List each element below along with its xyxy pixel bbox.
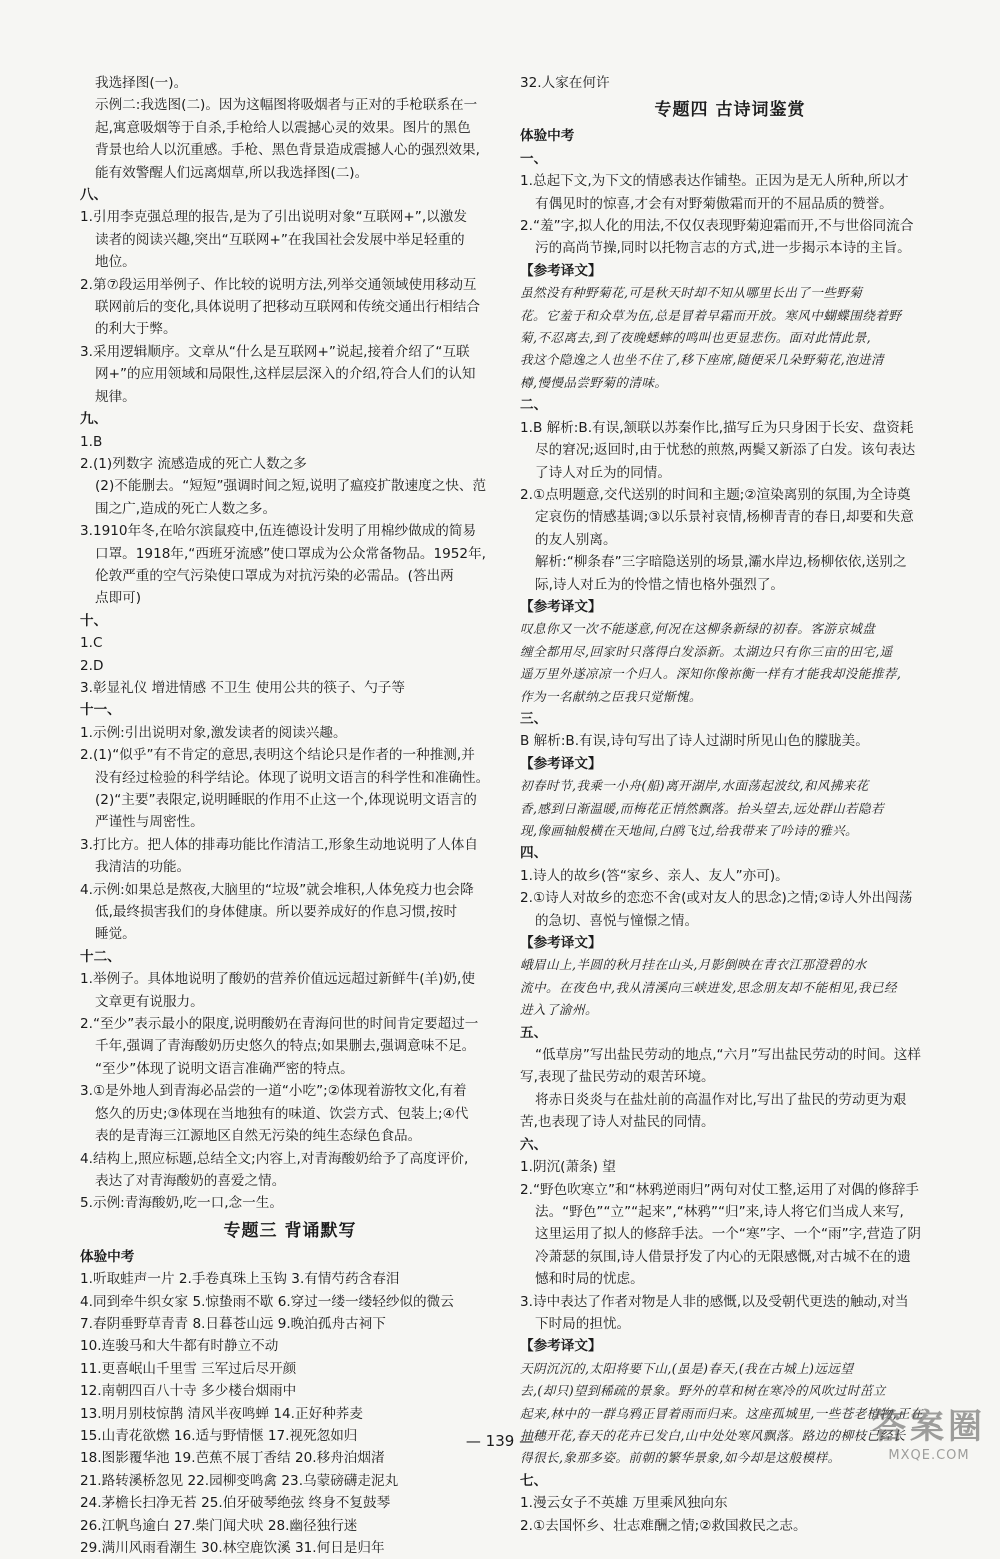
watermark-sub: MXQE.COM [888,1448,970,1463]
answer-line: 有偶见时的惊喜,才会有对野菊傲霜而开的不屈品质的赞誉。 [535,195,893,212]
answer-line: 下时局的担忧。 [535,1315,631,1332]
answer-line: 污的高尚节操,同时以托物言志的方式,进一步揭示本诗的主旨。 [535,240,911,257]
translation-line: 去,(却只)望到稀疏的景象。野外的草和树在寒冷的风吹过时茁立 [520,1383,886,1399]
section-label: 【参考译文】 [520,755,602,772]
answer-line: 1.漫云女子不英雄 万里乘风独向东 [520,1495,728,1512]
section-label: 【参考译文】 [520,1338,602,1355]
answer-line: 法。“野色”“立”“起来”,“林鸦”“归”来,诗人将它们当成人来写, [535,1203,904,1220]
answer-line: 7.春阴垂野草青青 8.日暮苍山远 9.晚泊孤舟古祠下 [80,1315,386,1332]
answer-line: 这里运用了拟人的修辞手法。一个“寒”字、一个“雨”字,营造了阴 [535,1226,921,1243]
answer-line: 示例二:我选图(二)。因为这幅图将吸烟者与正对的手枪联系在一 [95,97,478,114]
answer-line: 的利大于弊。 [95,321,177,338]
answer-line: 11.更喜岷山千里雪 三军过后尽开颜 [80,1360,297,1377]
answer-line: 32.人家在何许 [520,75,610,91]
answer-line: “低草房”写出盐民劳动的地点,“六月”写出盐民劳动的时间。这样 [535,1047,921,1064]
answer-line: 尽的窘况;返回时,由于忧愁的煎熬,两鬓又新添了白发。该句表达 [535,442,916,459]
answer-line: 2.D [80,657,104,674]
watermark-main: 答案圈 [872,1407,986,1447]
translation-line: 得很长,象那多姿。前朝的繁华景象,如今却是这般模样。 [520,1450,841,1466]
translation-line: 我这个隐逸之人也坐不住了,移下座席,随便采几朵野菊花,泡进清 [520,352,885,368]
answer-line: 2.“野色吹寒立”和“林鸦逆雨归”两句对仗工整,运用了对偶的修辞手 [520,1181,919,1198]
answer-line: 苦,也表现了诗人对盐民的同情。 [520,1114,715,1131]
translation-line: 遥万里外遂凉凉一个归人。深知你像祢衡一样有才能我却没能推荐, [520,666,902,682]
answer-line: 4.结构上,照应标题,总结全文;内容上,对青海酸奶给予了高度评价, [80,1150,469,1167]
answer-line: 表达了对青海酸奶的喜爱之情。 [95,1172,286,1189]
answer-line: 没有经过检验的科学结论。体现了说明文语言的科学性和准确性。 [95,769,490,786]
answer-line: 冷萧瑟的氛围,诗人借景抒发了内心的无限感慨,对古城不在的遗 [535,1248,911,1265]
answer-line: 我选择图(一)。 [95,75,188,91]
answer-line: 3.彰显礼仪 增进情感 不卫生 使用公共的筷子、勺子等 [80,679,405,696]
watermark-logo [872,1399,986,1463]
translation-line: 流中。在夜色中,我从清溪向三峡进发,思念朋友却不能相见,我已经 [520,979,898,995]
answer-line: 围之广,造成的死亡人数之多。 [95,500,277,517]
answer-line: B 解析:B.有误,诗句写出了诗人过湖时所见山色的朦胧美。 [520,733,869,750]
answer-line: 1.引用李克强总理的报告,是为了引出说明对象“互联网+”,以激发 [80,209,467,226]
section-label: 【参考译文】 [520,935,602,952]
answer-line: 21.路转溪桥忽见 22.园柳变鸣禽 23.乌蒙磅礴走泥丸 [80,1472,399,1489]
answer-line: 1.总起下文,为下文的情感表达作铺垫。正因为是无人所种,所以才 [520,173,909,190]
translation-line: 叹息你又一次不能遂意,何况在这柳条新绿的初春。客游京城盘 [520,621,876,637]
section-label: 五、 [520,1024,548,1041]
answer-line: 起,寓意吸烟等于自杀,手枪给人以震撼心灵的效果。图片的黑色 [95,119,471,136]
section-label: 【参考译文】 [520,262,602,279]
answer-line: 1.举例子。具体地说明了酸奶的营养价值远远超过新鲜牛(羊)奶,使 [80,971,475,988]
translation-line: 作为一名献纳之臣我只觉惭愧。 [520,688,702,704]
answer-line: 26.江帆鸟逾白 27.柴门闻犬吠 28.幽径独行迷 [80,1517,358,1534]
answer-line: 4.同到牵牛织女家 5.惊蛰雨不歇 6.穿过一缕一缕轻纱似的微云 [80,1293,454,1310]
answer-line: 写,表现了盐民劳动的艰苦环境。 [520,1069,715,1086]
answer-line: 背景也给人以沉重感。手枪、黑色背景造成震撼人心的强烈效果, [95,142,480,159]
answer-line: 4.示例:如果总是熬夜,大脑里的“垃圾”就会堆积,人体免疫力也会降 [80,881,474,898]
section-label: 体验中考 [520,128,575,145]
answer-line: (2)“主要”表限定,说明睡眠的作用不止这一个,体现说明文语言的 [95,792,477,808]
translation-line: 虽然没有种野菊花,可是秋天时却不知从哪里长出了一些野菊 [520,285,863,301]
answer-line: 千年,强调了青海酸奶历史悠久的特点;如果删去,强调意味不足。 [95,1038,476,1055]
section-heading: 专题四 古诗词鉴赏 [654,100,806,121]
answer-line: 网+”的应用领域和局限性,这样层层深入的介绍,符合人们的认知 [95,366,476,383]
section-label: 三、 [520,710,548,727]
answer-line: 29.满川风雨看潮生 30.林空鹿饮溪 31.何日是归年 [80,1540,385,1556]
answer-line: 1.B [80,433,103,450]
section-heading: 专题三 背诵默写 [223,1220,357,1241]
answer-line: 2.①去国怀乡、壮志难酬之情;②救国救民之志。 [520,1517,807,1534]
answer-line: 将赤日炎炎与在盐灶前的高温作对比,写出了盐民的劳动更为艰 [535,1091,907,1108]
answer-line: 了诗人对丘为的同情。 [535,464,671,481]
answer-line: 联网前后的变化,具体说明了把移动互联网和传统交通出行相结合 [95,299,480,316]
answer-line: 12.南朝四百八十寺 多少楼台烟雨中 [80,1383,297,1400]
answer-line: 2.第⑦段运用举例子、作比较的说明方法,列举交通领域使用移动互 [80,276,477,293]
translation-line: 初春时节,我乘一小舟(船)离开湖岸,水面荡起波纹,和风拂来花 [520,778,869,794]
answer-line: 的急切、喜悦与憧憬之情。 [535,912,699,929]
page-number: — 139 — [465,1432,535,1450]
translation-line: 起来,林中的一群乌鸦正冒着雨而归来。这座孤城里,一些苍老植物,正在 [520,1405,924,1421]
answer-line: 2.“至少”表示最小的限度,说明酸奶在青海问世的时间肯定要超过一 [80,1016,479,1033]
answer-line: 5.示例:青海酸奶,吃一口,念一生。 [80,1195,283,1212]
section-label: 七、 [520,1472,548,1489]
answer-line: 规律。 [95,388,136,405]
answer-line: 2.①诗人对故乡的恋恋不舍(或对友人的思念)之情;②诗人外出闯荡 [520,890,913,907]
answer-line: (2)不能删去。“短短”强调时间之短,说明了瘟疫扩散速度之快、范 [95,478,487,495]
section-label: 体验中考 [80,1248,135,1265]
answer-line: 解析:“柳条春”三字暗隐送别的场景,灞水岸边,杨柳依依,送别之 [535,554,907,571]
section-label: 十一、 [80,702,121,719]
translation-line: 峨眉山上,半圆的秋月挂在山头,月影倒映在青衣江那澄碧的水 [520,957,867,973]
answer-line: 口罩。1918年,“西班牙流感”使口罩成为公众常备物品。1952年, [95,545,486,562]
answer-line: “至少”体现了说明文语言准确严密的特点。 [95,1060,354,1077]
answer-line: 1.C [80,635,103,652]
section-label: 一、 [520,150,548,167]
answer-line: 2.(1)“似乎”有不肯定的意思,表明这个结论只是作者的一种推测,并 [80,747,475,764]
translation-line: 菊,不忍离去,到了夜晚蟋蟀的鸣叫也更显悲伤。面对此情此景, [520,330,872,346]
section-label: 八、 [80,187,108,204]
answer-line: 3.诗中表达了作者对物是人非的感慨,以及受朝代更迭的触动,对当 [520,1293,909,1310]
answer-line: 2.①点明题意,交代送别的时间和主题;②渲染离别的氛围,为全诗奠 [520,486,911,503]
answer-line: 低,最终损害我们的身体健康。所以要养成好的作息习惯,按时 [95,904,458,921]
answer-line: 3.采用逻辑顺序。文章从“什么是互联网+”说起,接着介绍了“互联 [80,343,470,360]
section-label: 二、 [520,397,548,414]
answer-line: 24.茅檐长扫净无苔 25.伯牙破琴绝弦 终身不复鼓琴 [80,1495,391,1512]
answer-line: 我清洁的功能。 [95,859,191,876]
answer-line: 憾和时局的忧虑。 [535,1271,644,1288]
section-label: 十二、 [80,948,121,965]
answer-line: 悠久的历史;③体现在当地独有的味道、饮尝方式、包装上;④代 [95,1105,469,1122]
answer-line: 地位。 [95,254,136,271]
answer-line: 伦敦严重的空气污染使口罩成为对抗污染的必需品。(答出两 [95,567,454,584]
translation-line: 花。它羞于和众草为伍,总是冒着早霜而开放。寒风中蝴蝶围绕着野 [520,307,902,323]
translation-line: 缠全都用尽,回家时只落得白发添新。太湖边只有你三亩的田宅,遥 [520,643,893,659]
answer-line: 的友人别离。 [535,531,617,548]
answer-line: 3.1910年冬,在哈尔滨鼠疫中,伍连德设计发明了用棉纱做成的简易 [80,523,477,540]
answer-line: 1.诗人的故乡(答“家乡、亲人、友人”亦可)。 [520,867,789,884]
section-label: 【参考译文】 [520,598,602,615]
answer-line: 表的是青海三江源地区自然无污染的纯生态绿色食品。 [95,1128,422,1145]
translation-line: 香,感到日渐温暖,而梅花正悄然飘落。抬头望去,远处群山若隐若 [520,800,885,816]
answer-line: 18.图影覆华池 19.芭蕉不展丁香结 20.移舟泊烟渚 [80,1450,385,1467]
translation-line: 天阴沉沉的,太阳将要下山,(虽是)春天,(我在古城上)远远望 [520,1360,854,1376]
answer-line: 1.示例:引出说明对象,激发读者的阅读兴趣。 [80,724,347,741]
answer-line: 10.连骏马和大牛都有时静立不动 [80,1338,279,1355]
translation-line: 樽,慢慢品尝野菊的清味。 [520,374,668,390]
answer-line: 3.打比方。把人体的排毒功能比作清洁工,形象生动地说明了人体自 [80,836,478,853]
translation-line: 现,像画轴般横在天地间,白鸥飞过,给我带来了吟诗的雅兴。 [520,823,859,838]
answer-line: 能有效警醒人们远离烟草,所以我选择图(二)。 [95,164,369,181]
section-label: 四、 [520,845,548,862]
answer-line: 3.①是外地人到青海必品尝的一道“小吃”;②体现着游牧文化,有着 [80,1083,467,1100]
answer-line: 睡觉。 [95,926,136,943]
answer-line: 15.山青花欲燃 16.适与野情惬 17.视死忽如归 [80,1427,358,1444]
section-label: 六、 [520,1136,548,1153]
answer-line: 13.明月别枝惊鹊 清风半夜鸣蝉 14.正好种荞麦 [80,1405,363,1422]
translation-line: 抽穗开花,春天的花卉已发白,山中处处寒风飘落。路边的柳枝已经长 [520,1427,906,1443]
section-label: 十、 [80,612,108,629]
answer-line: 1.听取蛙声一片 2.手卷真珠上玉钩 3.有情芍药含春泪 [80,1271,400,1288]
answer-line: 读者的阅读兴趣,突出“互联网+”在我国社会发展中举足轻重的 [95,231,465,248]
answer-line: 2.(1)列数字 流感造成的死亡人数之多 [80,455,307,472]
answer-line: 1.B 解析:B.有误,颔联以苏秦作比,描写丘为只身困于长安、盘资耗 [520,419,914,436]
section-label: 九、 [80,411,108,428]
answer-line: 定哀伤的情感基调;③以乐景衬哀情,杨柳青青的春日,却要和失意 [535,509,914,526]
answer-line: 文章更有说服力。 [95,993,204,1010]
answer-line: 点即可) [95,590,142,607]
right-column [520,72,940,1537]
left-column [80,72,500,1559]
answer-line: 2.“羞”字,拟人化的用法,不仅仅表现野菊迎霜而开,不与世俗同流合 [520,218,914,235]
translation-line: 进入了渝州。 [520,1002,598,1018]
answer-line: 际,诗人对丘为的怜惜之情也格外强烈了。 [535,576,785,593]
answer-line: 严谨性与周密性。 [95,814,204,831]
answer-line: 1.阴沉(萧条) 望 [520,1159,616,1176]
